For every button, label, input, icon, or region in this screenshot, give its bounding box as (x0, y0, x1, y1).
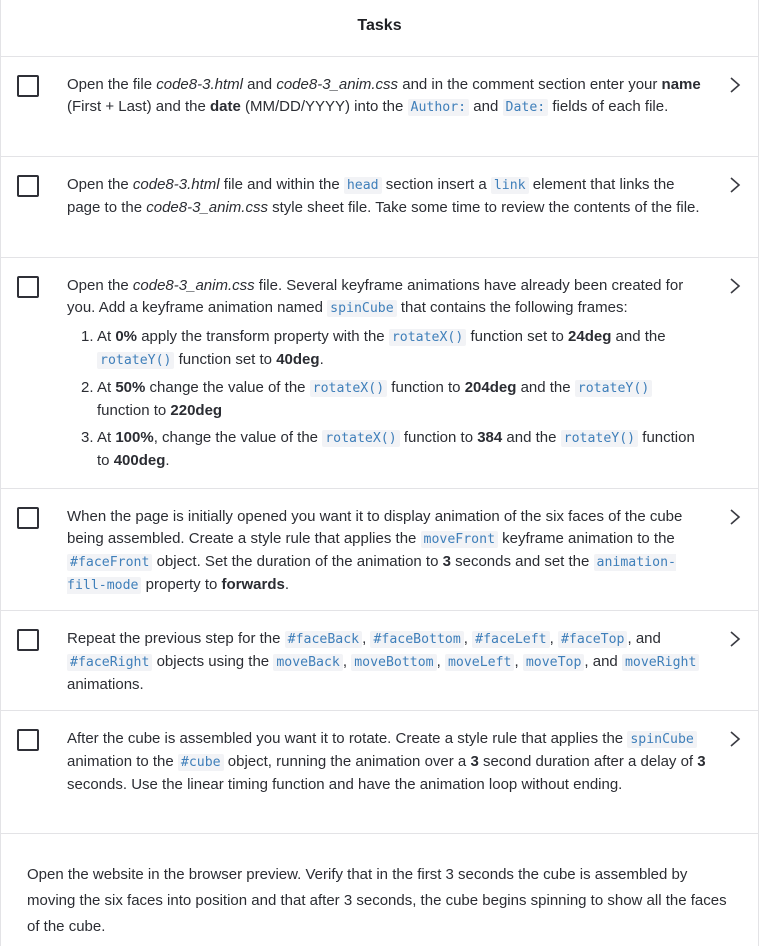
text-fragment: objects using the (152, 653, 274, 670)
text-fragment: fields of each file. (548, 98, 669, 115)
footer-text: Open the website in the browser preview. Verify that in the first 3 seconds the cube is assembled by moving the six faces into position and that after 3 seconds, the cube begins spinning to show all the faces of the cube. (27, 866, 727, 935)
code-snippet: rotateY() (97, 352, 174, 369)
task-6-checkbox[interactable] (17, 729, 39, 751)
code-snippet: #faceBottom (370, 631, 463, 648)
code-snippet: rotateX() (310, 380, 387, 397)
text-fragment: code8-3_anim.css (132, 277, 255, 294)
text-fragment: , (362, 630, 371, 647)
task-5-text (67, 628, 706, 696)
code-snippet: rotateY() (575, 380, 652, 397)
text-fragment: function to (97, 402, 171, 419)
code-snippet: #faceBack (285, 631, 362, 648)
text-fragment: . (319, 351, 324, 368)
code-snippet: #faceRight (67, 654, 152, 671)
text-fragment: 50% (115, 379, 146, 396)
task-2-text (67, 174, 706, 219)
text-fragment: animations. (67, 676, 144, 693)
text-fragment: Open the (67, 176, 133, 193)
code-snippet: #faceLeft (472, 631, 549, 648)
task-2-checkbox[interactable] (17, 175, 39, 197)
text-fragment: 220deg (170, 402, 223, 419)
text-fragment: 3 (470, 753, 479, 770)
text-fragment: and the (611, 328, 666, 345)
text-fragment: 3 (442, 553, 451, 570)
text-fragment: function set to (466, 328, 569, 345)
task-3-checkbox[interactable] (17, 276, 39, 298)
text-fragment: . (284, 576, 290, 593)
chevron-right-icon[interactable] (728, 629, 742, 649)
text-fragment: At (97, 429, 116, 446)
text-fragment: second duration after a delay of (478, 753, 698, 770)
code-snippet: animation- fill-mode (67, 555, 676, 593)
text-fragment: section insert a (381, 176, 491, 193)
text-fragment: At (97, 379, 116, 396)
code-snippet: moveBottom (351, 654, 436, 671)
code-snippet: #faceTop (558, 631, 628, 648)
code-head: head (344, 177, 382, 194)
text-fragment: function to (387, 379, 465, 396)
text-fragment: code8-3.html (132, 176, 220, 193)
task-3-text (67, 275, 706, 320)
task-item-1 (1, 57, 758, 157)
text-fragment: and (469, 98, 503, 115)
text-fragment: seconds. Use the linear timing function and have the animation loop without ending. (67, 776, 623, 793)
chevron-right-icon[interactable] (728, 75, 742, 95)
text-fragment: Repeat the previous step for the (67, 630, 285, 647)
chevron-right-icon[interactable] (728, 507, 742, 527)
page-title: Tasks (357, 17, 402, 34)
text-fragment: file and within the (219, 176, 344, 193)
text-fragment: seconds and set the (450, 553, 594, 570)
tasks-header (1, 0, 758, 57)
text-fragment: (MM/DD/YYYY) into the (240, 98, 408, 115)
text-fragment: animation to the (67, 753, 178, 770)
text-fragment: and the (516, 379, 575, 396)
text-fragment: When the page is initially opened you want it to display animation of the six faces of the cube being assembled. Create a style rule that applies the (67, 508, 683, 547)
text-fragment: 384 (477, 429, 503, 446)
code-snippet: rotateX() (322, 430, 399, 447)
text-fragment: After the cube is assembled you want it to rotate. Create a style rule that applies the (67, 730, 628, 747)
task-4-text (67, 506, 706, 597)
text-fragment: 100% (115, 429, 154, 446)
task-item-4 (1, 489, 758, 611)
text-fragment: , (514, 653, 523, 670)
text-fragment: 2. (81, 379, 94, 396)
keyframe-steps-list (67, 326, 706, 472)
text-fragment: object. Set the duration of the animation to (152, 553, 443, 570)
text-fragment: function set to (174, 351, 277, 368)
code-snippet: rotateX() (389, 329, 466, 346)
task-item-2 (1, 157, 758, 258)
text-fragment: 40deg (276, 351, 320, 368)
code-spincube: spinCube (327, 300, 397, 317)
code-snippet: moveFront (421, 531, 498, 548)
text-fragment: , change the value of the (153, 429, 323, 446)
text-fragment: and (242, 76, 277, 93)
text-fragment: 400deg (113, 452, 166, 469)
code-snippet: spinCube (627, 731, 697, 748)
code-snippet: moveLeft (445, 654, 515, 671)
text-fragment: 204deg (464, 379, 517, 396)
chevron-right-icon[interactable] (728, 276, 742, 296)
text-fragment: name (661, 76, 701, 93)
text-fragment: code8-3_anim.css (276, 76, 399, 93)
text-fragment: property to (141, 576, 222, 593)
text-fragment: , (549, 630, 558, 647)
task-1-checkbox[interactable] (17, 75, 39, 97)
text-fragment: function to (399, 429, 478, 446)
text-fragment: , and (584, 653, 622, 670)
text-fragment: At (97, 328, 116, 345)
list-item (81, 377, 706, 422)
text-fragment: object, running the animation over a (223, 753, 471, 770)
task-5-checkbox[interactable] (17, 629, 39, 651)
list-item (81, 326, 706, 372)
code-snippet: #faceFront (67, 554, 152, 571)
code-author: Author: (408, 99, 470, 116)
code-snippet: #cube (178, 754, 224, 771)
text-fragment: 0% (115, 328, 138, 345)
text-fragment: , (436, 653, 445, 670)
text-fragment: Open the (67, 277, 133, 294)
code-link: link (491, 177, 529, 194)
text-fragment: Open the file (67, 76, 157, 93)
list-item (81, 427, 706, 472)
text-fragment: style sheet file. Take some time to review the contents of the file. (267, 199, 700, 216)
chevron-right-icon[interactable] (728, 175, 742, 195)
code-date: Date: (503, 99, 549, 116)
text-fragment: that contains the following frames: (396, 299, 628, 316)
task-item-5 (1, 611, 758, 711)
text-fragment: , (463, 630, 473, 647)
task-1-text (67, 74, 706, 119)
text-fragment: 3 (697, 753, 706, 770)
text-fragment: . (165, 452, 170, 469)
text-fragment: date (209, 98, 241, 115)
task-6-text (67, 728, 706, 796)
task-item-3 (1, 258, 758, 489)
task-4-checkbox[interactable] (17, 507, 39, 529)
text-fragment: change the value of the (145, 379, 310, 396)
text-fragment: 24deg (568, 328, 612, 345)
text-fragment: (First + Last) and the (67, 98, 210, 115)
code-snippet: moveBack (273, 654, 343, 671)
text-fragment: code8-3_anim.css (146, 199, 268, 216)
text-fragment: code8-3.html (156, 76, 243, 93)
text-fragment: forwards (221, 576, 285, 593)
code-snippet: rotateY() (561, 430, 638, 447)
text-fragment: file. Several keyframe animations have already been created for you. Add a keyframe animation named (67, 277, 684, 316)
code-snippet: moveTop (523, 654, 585, 671)
text-fragment: 1. (81, 328, 94, 345)
text-fragment: element that links the page to the (67, 176, 675, 216)
instructions-footer (1, 834, 758, 940)
text-fragment: function to (97, 429, 695, 469)
chevron-right-icon[interactable] (728, 729, 742, 749)
text-fragment: and in the comment section enter your (398, 76, 662, 93)
text-fragment: and the (502, 429, 561, 446)
task-item-6 (1, 711, 758, 834)
text-fragment: , and (627, 630, 661, 647)
text-fragment: 3. (81, 429, 94, 446)
text-fragment: , (342, 653, 352, 670)
code-snippet: moveRight (622, 654, 699, 671)
text-fragment: keyframe animation to the (498, 530, 675, 547)
text-fragment: apply the transform property with the (137, 328, 389, 345)
